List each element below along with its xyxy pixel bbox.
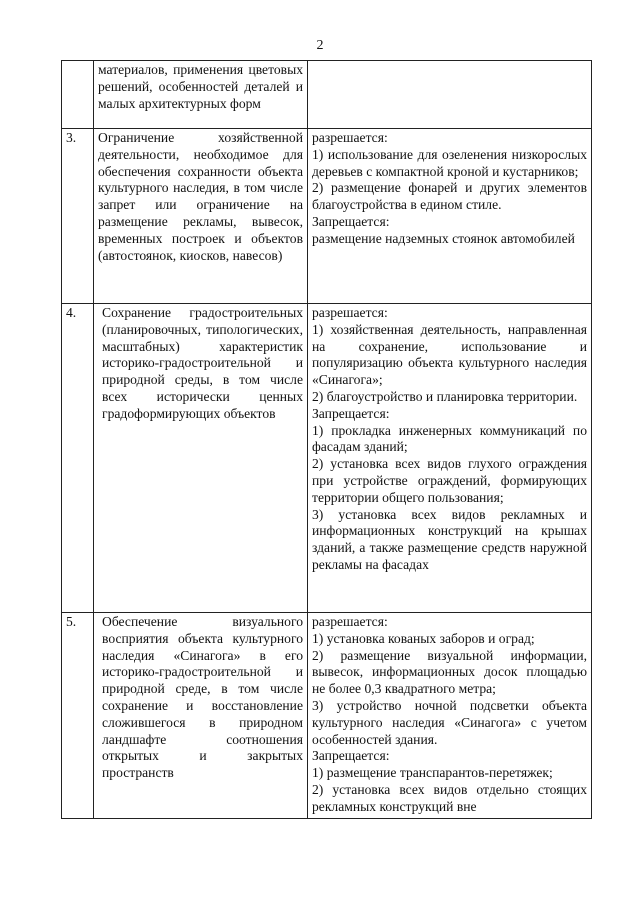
row-number: 5. — [62, 613, 94, 819]
table-row — [62, 129, 592, 304]
row-description: Ограничение хозяйственной деятельности, необходимое для обеспечения сохранности объекта культурного наследия, в том числе запрет или ограничение на размещение рекламы, вывесок, временных построек и объектов (автостоянок, киосков, навесов) — [94, 129, 308, 304]
rule-line: 2) установка всех видов отдельно стоящих рекламных конструкций вне — [312, 781, 587, 814]
rule-line: 3) устройство ночной подсветки объекта культурного наследия «Синагога» с учетом особенностей здания. — [312, 697, 587, 747]
rule-line: разрешается: — [312, 614, 388, 629]
row-description: Обеспечение визуального восприятия объекта культурного наследия «Синагога» в его историко-градостроительной и природной среде, в том числе сохранение и восстановление сложившегося в природном ландшафте соотношения открытых и закрытых пространств — [94, 613, 308, 819]
row-rules — [308, 304, 592, 613]
regulations-table — [61, 60, 592, 819]
table-row — [62, 613, 592, 819]
rule-line: Запрещается: — [312, 405, 390, 421]
row-description: материалов, применения цветовых решений, особенностей деталей и малых архитектурных форм — [94, 61, 308, 129]
table-row — [62, 61, 592, 129]
table-row — [62, 304, 592, 613]
rule-line: 1) прокладка инженерных коммуникаций по фасадам зданий; — [312, 422, 587, 455]
rule-line: 1) хозяйственная деятельность, направленная на сохранение, использование и популяризацию объекта культурного наследия «Синагога»; — [312, 321, 587, 388]
page-number: 2 — [316, 38, 324, 53]
rule-line: 2) размещение визуальной информации, вывесок, информационных досок площадью не более 0,3 квадратного метра; — [312, 647, 587, 697]
rule-line: разрешается: — [312, 130, 388, 145]
rule-line: 3) установка всех видов рекламных и информационных конструкций на крышах зданий, а также размещение средств наружной рекламы на фасадах — [312, 506, 587, 572]
row-number: 3. — [62, 129, 94, 304]
rule-line: размещение надземных стоянок автомобилей — [312, 230, 575, 246]
row-rules — [308, 129, 592, 304]
rule-line: 2) размещение фонарей и других элементов благоустройства в едином стиле. — [312, 180, 587, 213]
rule-line: 2) благоустройство и планировка территории. — [312, 388, 578, 404]
row-rules — [308, 613, 592, 819]
rule-line: 1) установка кованых заборов и оград; — [312, 630, 535, 646]
rule-line: 1) использование для озеленения низкорослых деревьев с компактной кроной и кустарников; — [312, 146, 587, 179]
rule-line: Запрещается: — [312, 748, 390, 764]
row-rules — [308, 61, 592, 129]
rule-line: 2) установка всех видов глухого ограждения при устройстве ограждений, формирующих территории общего пользования; — [312, 456, 587, 505]
row-number: 4. — [62, 304, 94, 613]
rule-line: Запрещается: — [312, 213, 390, 229]
rule-line: разрешается: — [312, 305, 388, 320]
row-description: Сохранение градостроительных (планировочных, типологических, масштабных) характеристик историко-градостроительной и природной среды, в том числе всех исторически ценных градоформирующих объектов — [94, 304, 308, 613]
rule-line: 1) размещение транспарантов-перетяжек; — [312, 765, 553, 781]
row-number — [62, 61, 94, 129]
